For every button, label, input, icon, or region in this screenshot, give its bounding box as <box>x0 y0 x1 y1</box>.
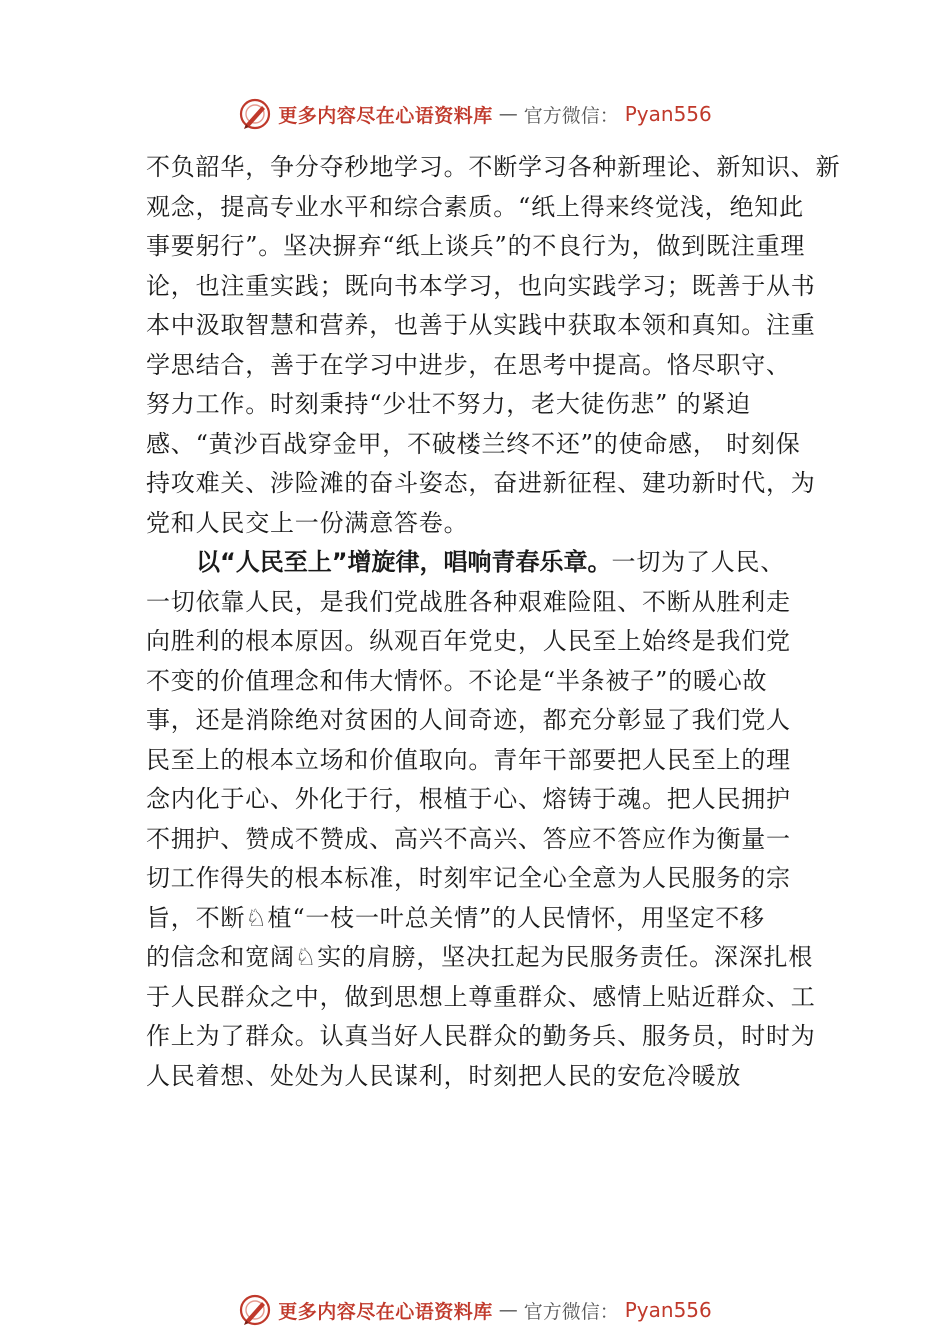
pen-logo-icon <box>238 1293 272 1327</box>
paragraph-2-first-rest: 一切为了人民、 <box>611 548 786 576</box>
text-line: 人民着想、处处为人民谋利，时刻把人民的安危冷暖放 <box>146 1061 742 1090</box>
header-wechat-id: Pyan556 <box>624 102 712 126</box>
text-line: 事，还是消除绝对贫困的人间奇迹，都充分彰显了我们党人 <box>146 706 791 734</box>
text-line: 党和人民交上一份满意答卷。 <box>146 508 469 537</box>
text-line: 一切依靠人民，是我们党战胜各种艰难险阻、不断从胜利走 <box>146 587 791 616</box>
text-line: 切工作得失的根本标准，时刻牢记全心全意为人民服务的宗 <box>146 864 791 892</box>
text-line: 努力工作。时刻秉持“少壮不努力，老大徒伤悲” 的紧迫 <box>146 390 751 418</box>
text-line: 持攻难关、涉险滩的奋斗姿态，奋进新征程、建功新时代，为 <box>146 469 816 497</box>
pen-logo-icon <box>238 97 272 131</box>
footer-dash: — <box>498 1299 518 1321</box>
footer-banner <box>0 1290 950 1330</box>
text-line: 向胜利的根本原因。纵观百年党史，人民至上始终是我们党 <box>146 627 791 655</box>
header-banner <box>0 94 950 134</box>
footer-wechat-label: 官方微信： <box>523 1300 619 1323</box>
text-line: 的信念和宽阔♘实的肩膀，坚决扛起为民服务责任。深深扎根 <box>146 943 814 971</box>
paragraph-2 <box>146 543 818 1096</box>
document-body <box>146 148 841 1096</box>
header-dash: — <box>498 103 518 125</box>
paragraph-2-first-line <box>146 543 818 583</box>
text-line: 观念，提高专业水平和综合素质。“纸上得来终觉浅，绝知此 <box>146 192 804 221</box>
text-line: 不变的价值理念和伟大情怀。不论是“半条被子”的暖心故 <box>146 666 768 695</box>
text-line: 感、“黄沙百战穿金甲，不破楼兰终不还”的使命感， 时刻保 <box>146 429 801 458</box>
paragraph-2-heading: 以“人民至上”增旋律，唱响青春乐章。 <box>196 548 612 576</box>
text-line: 论，也注重实践；既向书本学习，也向实践学习；既善于从书 <box>146 271 816 300</box>
paragraph-1 <box>146 148 841 543</box>
text-line: 不负韶华，争分夺秒地学习。不断学习各种新理论、新知识、新 <box>146 153 841 181</box>
footer-brand-text: 更多内容尽在心语资料库 <box>278 1300 493 1323</box>
footer-wechat-id: Pyan556 <box>624 1298 712 1322</box>
text-line: 事要躬行”。坚决摒弃“纸上谈兵”的不良行为，做到既注重理 <box>146 232 806 260</box>
text-line: 本中汲取智慧和营养，也善于从实践中获取本领和真知。注重 <box>146 311 816 339</box>
text-line: 作上为了群众。认真当好人民群众的勤务兵、服务员，时时为 <box>146 1022 816 1050</box>
text-line: 念内化于心、外化于行，根植于心、熔铸于魂。把人民拥护 <box>146 785 791 813</box>
text-line: 民至上的根本立场和价值取向。青年干部要把人民至上的理 <box>146 745 791 774</box>
header-wechat-label: 官方微信： <box>523 104 619 127</box>
text-line: 不拥护、赞成不赞成、高兴不高兴、答应不答应作为衡量一 <box>146 824 791 853</box>
header-brand-text: 更多内容尽在心语资料库 <box>278 104 493 127</box>
text-line: 于人民群众之中，做到思想上尊重群众、感情上贴近群众、工 <box>146 982 816 1011</box>
text-line: 旨，不断♘植“一枝一叶总关情”的人民情怀，用坚定不移 <box>146 903 765 932</box>
text-line: 学思结合，善于在学习中进步，在思考中提高。恪尽职守、 <box>146 350 791 379</box>
